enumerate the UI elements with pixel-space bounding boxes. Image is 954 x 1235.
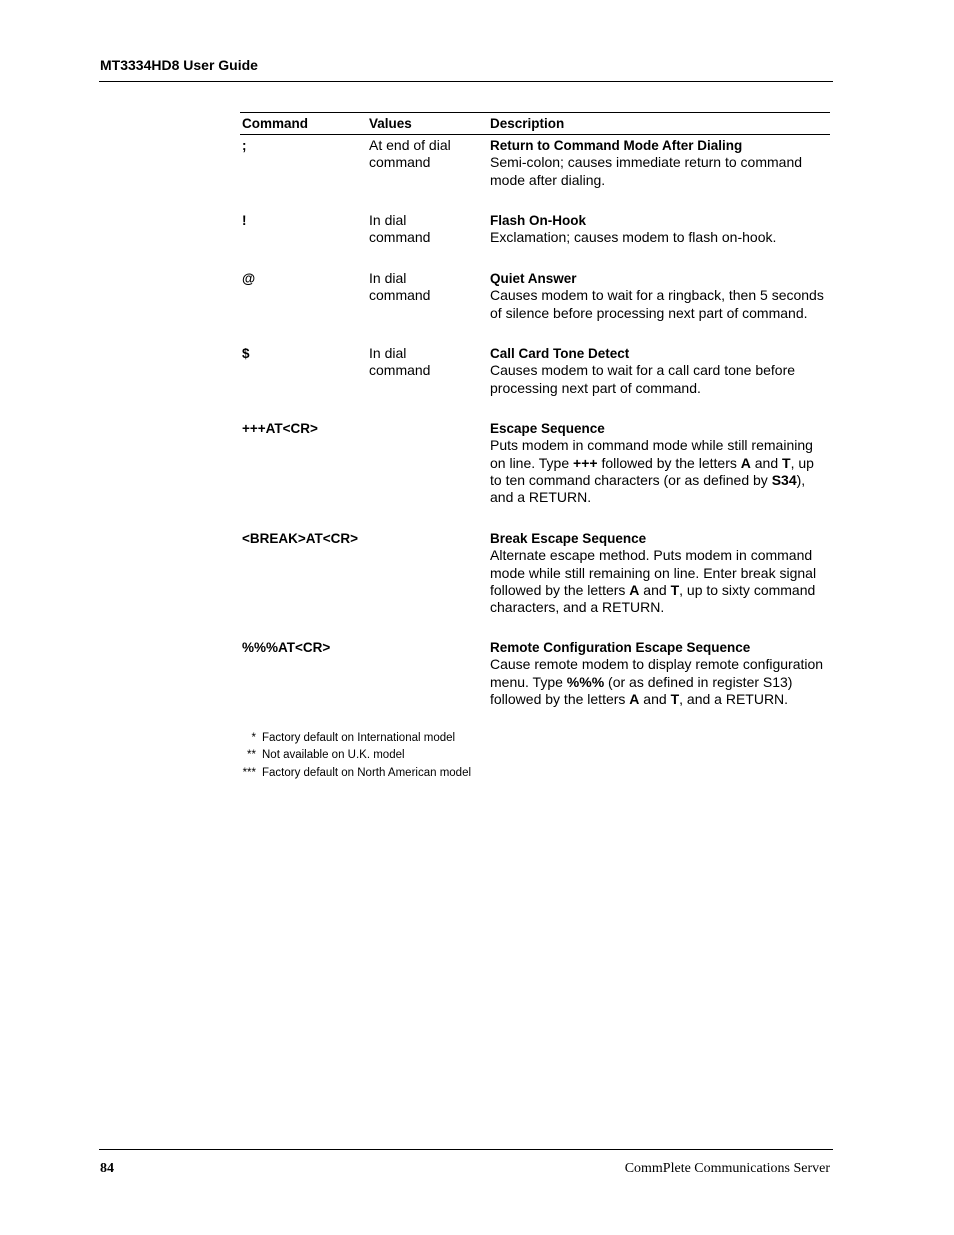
table-header-rule (240, 134, 830, 135)
values-cell (369, 345, 479, 379)
footer-title: CommPlete Communications Server (624, 1161, 830, 1176)
values-cell (369, 212, 479, 246)
footnote-text: Factory default on International model (262, 732, 456, 744)
description-cell (490, 270, 835, 322)
description-line: of silence before processing next part of command. (490, 304, 808, 321)
description-cell (490, 639, 835, 708)
description-line: characters, and a RETURN. (490, 599, 665, 616)
values-line: command (369, 229, 431, 245)
bold-term: %%% (566, 673, 605, 690)
command-cell: ; (242, 138, 247, 153)
column-header-values: Values (369, 116, 412, 131)
page-number: 84 (100, 1161, 114, 1176)
command-cell: @ (242, 271, 256, 286)
bold-term: A (629, 690, 640, 707)
values-line: In dial (369, 270, 407, 286)
description-title: Call Card Tone Detect (490, 346, 630, 361)
values-cell (369, 137, 479, 171)
bold-term: T (782, 454, 791, 471)
column-header-description: Description (490, 116, 565, 131)
description-cell (490, 530, 835, 616)
description-title: Flash On-Hook (490, 213, 587, 228)
description-line: Alternate escape method. Puts modem in command (490, 547, 813, 564)
description-line: processing next part of command. (490, 379, 701, 396)
description-line: menu. Type %%% (or as defined in register S13) (490, 673, 793, 690)
footer-rule (99, 1149, 833, 1150)
description-title: Remote Configuration Escape Sequence (490, 640, 751, 655)
description-title: Break Escape Sequence (490, 531, 647, 546)
values-line: In dial (369, 345, 407, 361)
table-top-rule (240, 112, 830, 113)
values-cell (369, 270, 479, 304)
footnote-text: Factory default on North American model (262, 767, 472, 779)
command-cell: <BREAK>AT<CR> (242, 531, 359, 546)
bold-term: T (670, 690, 680, 707)
description-title: Escape Sequence (490, 421, 605, 436)
description-line: Causes modem to wait for a ringback, then 5 seconds (490, 287, 824, 304)
header-rule (99, 81, 833, 82)
values-line: In dial (369, 212, 407, 228)
description-line: Causes modem to wait for a call card tone before (490, 362, 796, 379)
page-header-title: MT3334HD8 User Guide (100, 57, 258, 73)
description-line: Exclamation; causes modem to flash on-hook. (490, 229, 777, 246)
values-line: command (369, 362, 431, 378)
description-line: to ten command characters (or as defined by S34), (490, 471, 806, 488)
description-cell (490, 212, 835, 247)
values-line: At end of dial (369, 137, 451, 153)
bold-term: T (670, 581, 680, 598)
column-header-command: Command (242, 116, 309, 131)
footnote-mark: ** (247, 749, 256, 761)
footnote-mark: *** (242, 767, 256, 779)
description-cell (490, 137, 835, 189)
bold-term: S34 (771, 471, 797, 488)
description-cell (490, 345, 835, 397)
description-line: followed by the letters A and T, and a RETURN. (490, 690, 789, 707)
values-line: command (369, 154, 431, 170)
bold-term: A (629, 581, 640, 598)
footnote-text: Not available on U.K. model (262, 749, 405, 761)
bold-term: A (740, 454, 751, 471)
description-line: Semi-colon; causes immediate return to command (490, 154, 803, 171)
description-line: Puts modem in command mode while still remaining (490, 437, 813, 454)
description-line: followed by the letters A and T, up to sixty command (490, 581, 816, 598)
description-line: mode after dialing. (490, 171, 606, 188)
description-line: Cause remote modem to display remote configuration (490, 656, 824, 673)
description-cell (490, 420, 835, 506)
bold-term: +++ (573, 454, 598, 471)
description-line: on line. Type +++ followed by the letters A and T, up (490, 454, 814, 471)
description-line: mode while still remaining on line. Enter break signal (490, 564, 817, 581)
footnote-mark: * (251, 732, 256, 744)
description-title: Return to Command Mode After Dialing (490, 138, 743, 153)
values-line: command (369, 287, 431, 303)
command-cell: +++AT<CR> (242, 421, 318, 436)
description-line: and a RETURN. (490, 489, 592, 506)
command-cell: ! (242, 213, 247, 228)
command-cell: %%%AT<CR> (242, 640, 331, 655)
command-cell: $ (242, 346, 250, 361)
description-title: Quiet Answer (490, 271, 577, 286)
